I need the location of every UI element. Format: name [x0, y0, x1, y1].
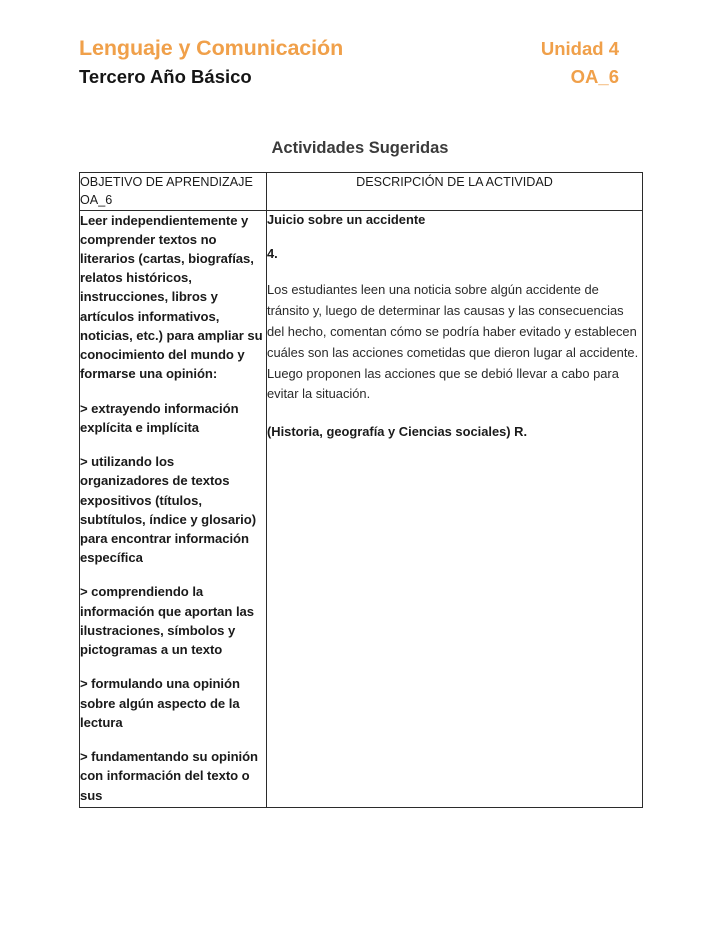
- objective-cell: [80, 210, 267, 807]
- objective-bullet-5: > fundamentando su opinión con información del texto o sus: [80, 749, 259, 803]
- header-row-primary: [79, 36, 619, 61]
- objective-bullet-4: > formulando una opinión sobre algún aspecto de la lectura: [80, 676, 240, 730]
- section-title: Actividades Sugeridas: [271, 139, 449, 157]
- subject-title: Lenguaje y Comunicación: [79, 36, 344, 60]
- objective-bullet-3: > comprendiendo la información que aportan las ilustraciones, símbolos y pictogramas a un texto: [80, 584, 254, 658]
- activity-body: Los estudiantes leen una noticia sobre algún accidente de tránsito y, luego de determinar las causas y las consecuencias del hecho, comentan cómo se podría haber evitado y establecen cuáles son las acciones cometidas que dieron lugar al accidente. Luego proponen las acciones que se debió llevar a cabo para evitar la situación.: [267, 281, 639, 402]
- column-header-objective: OBJETIVO DE APRENDIZAJE OA_6: [80, 173, 267, 211]
- objective-bullet-2: > utilizando los organizadores de textos expositivos (títulos, subtítulos, índice y glosario) para encontrar información específica: [80, 454, 257, 566]
- oa-code-label: OA_6: [570, 66, 619, 88]
- table-content-row: [80, 210, 643, 807]
- unit-label: Unidad 4: [540, 38, 619, 59]
- activities-table: [79, 172, 643, 808]
- grade-title: Tercero Año Básico: [79, 66, 252, 88]
- table-header-row: [80, 173, 643, 211]
- objective-bullet-1: > extrayendo información explícita e implícita: [80, 400, 239, 435]
- header-row-secondary: [79, 65, 619, 89]
- activity-number: 4.: [267, 246, 278, 262]
- activity-cell: [267, 210, 643, 807]
- activity-source: (Historia, geografía y Ciencias sociales) R.: [267, 424, 528, 440]
- activity-title: Juicio sobre un accidente: [267, 211, 426, 227]
- objective-intro: Leer independientemente y comprender textos no literarios (cartas, biografías, relatos históricos, instrucciones, libros y artículos informativos, noticias, etc.) para ampliar su conocimiento del mundo y formarse una opinión:: [80, 212, 263, 382]
- column-header-description: DESCRIPCIÓN DE LA ACTIVIDAD: [267, 173, 643, 211]
- document-header: [79, 36, 619, 89]
- objective-text-block: [80, 211, 266, 805]
